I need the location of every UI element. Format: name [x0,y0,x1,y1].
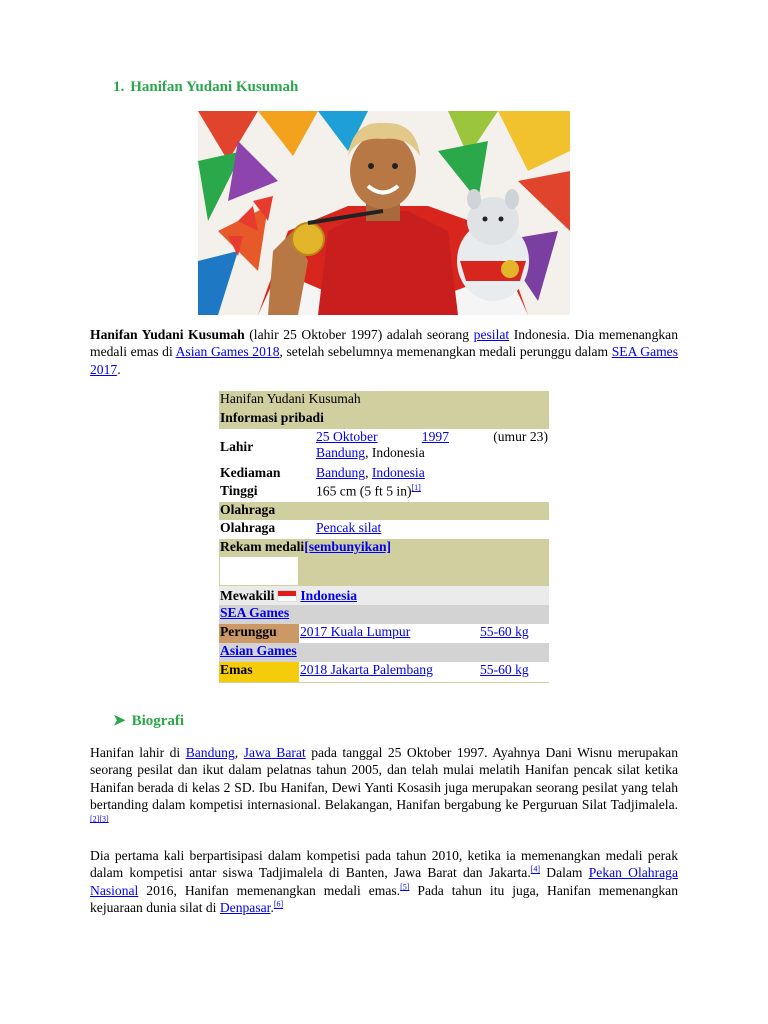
link-bandung[interactable]: Bandung [185,745,235,760]
bio-text: 2016, Hanifan memenangkan medali emas. [138,882,401,898]
biography-title: Biografi [131,713,185,729]
residence-label: Kediaman [220,465,281,480]
biography-heading [113,711,184,730]
residence-sep: , [365,465,372,480]
bronze-class-cell [479,624,549,643]
ref-2[interactable]: [2] [90,814,100,824]
link-asian-games-2018[interactable]: Asian Games 2018 [175,344,280,360]
intro-text: (lahir 25 Oktober 1997) adalah seorang [244,327,474,342]
link-sea-games[interactable]: SEA Games [220,605,290,620]
athlete-photo [198,111,570,315]
link-gold-class[interactable]: 55-60 kg [480,662,529,677]
bio-text: Pada tahun itu juga, Hanifan memenangkan kejuaraan dunia silat di [90,882,679,916]
ref-4[interactable]: [4] [530,864,541,874]
bio-text: . [270,900,274,916]
medal-record-blank [220,557,298,585]
bio-text: Dalam [540,865,589,881]
link-pekan-olahraga-nasional[interactable]: Pekan Olahraga Nasional [90,865,678,898]
link-residence-indonesia[interactable]: Indonesia [371,465,425,480]
link-bronze-class[interactable]: 55-60 kg [480,624,529,639]
born-place-rest: , Indonesia [365,445,425,460]
gold-class-cell [479,662,549,682]
link-representing-indonesia[interactable]: Indonesia [300,587,358,603]
height-text: 165 cm (5 ft 5 in) [316,483,412,499]
indonesia-flag-icon [277,590,297,602]
born-label: Lahir [220,439,254,454]
bio-text: , [234,745,244,760]
bio-text: Hanifan lahir di [90,745,186,760]
height-label: Tinggi [220,483,258,498]
heading-number: 1. [113,79,125,95]
representing-row [219,586,549,605]
born-age: (umur 23) [493,429,548,444]
gold-label: Emas [219,662,299,682]
intro-paragraph [90,326,678,378]
link-denpasar[interactable]: Denpasar [219,900,271,916]
link-bronze-event[interactable]: 2017 Kuala Lumpur [300,624,411,639]
intro-text: , setelah sebelumnya memenangkan medali perunggu dalam [279,344,612,360]
biography-paragraph-1 [90,744,678,831]
medal-record-header [219,539,549,586]
link-pencak-silat[interactable]: Pencak silat [316,520,382,535]
intro-text: . [117,361,121,377]
bronze-label: Perunggu [219,624,299,643]
section-heading [113,79,298,96]
intro-name: Hanifan Yudani Kusumah [90,327,245,342]
sea-games-row [219,605,549,624]
ref-3[interactable]: [3] [99,814,109,824]
hide-toggle-link[interactable]: [sembunyikan] [304,539,392,554]
ref-1[interactable]: [1] [411,483,421,492]
asian-games-row [219,643,549,662]
infobox [219,391,549,683]
link-jawa-barat[interactable]: Jawa Barat [243,745,306,760]
link-born-place[interactable]: Bandung [316,445,366,460]
link-residence-bandung[interactable]: Bandung [316,465,366,480]
intro-text: Indonesia. Dia memenangkan medali emas di [90,327,678,360]
representing-label: Mewakili [220,587,275,603]
arrow-bullet-icon: ➤ [113,713,126,729]
infobox-section-sport: Olahraga [220,502,276,517]
link-born-year[interactable]: 1997 [421,429,449,444]
link-born-date[interactable]: 25 Oktober [316,429,378,444]
ref-5[interactable]: [5] [400,882,410,892]
link-sea-games-2017[interactable]: SEA Games 2017 [90,344,678,377]
biography-paragraph-2 [90,847,678,917]
infobox-title: Hanifan Yudani Kusumah [220,391,361,406]
bio-text: pada tanggal 25 Oktober 1997. Ayahnya Dani Wisnu merupakan seorang pesilat dan ikut dalam pelatnas tahun 2005, dan telah mulai melatih Hanifan pencak silat ketika Hanifan berada di kelas 2 SD. Ibu Hanifan, Dewi Yanti Kosasih juga merupakan seorang pesilat yang telah bertanding dalam kompetisi internasional. Belakangan, Hanifan bergabung ke Perguruan Silat Tadjimalela. [90,745,678,813]
bio-text: Dia pertama kali berpartisipasi dalam kompetisi pada tahun 2010, ketika ia memenangkan medali perak dalam kompetisi antar siswa Tadjimalela di Banten, Jawa Barat dan Jakarta. [90,848,678,881]
link-asian-games[interactable]: Asian Games [220,643,297,658]
residence-value [299,465,549,483]
heading-title: Hanifan Yudani Kusumah [130,79,299,95]
medal-record-label: Rekam medali [220,539,305,554]
infobox-section-personal: Informasi pribadi [220,410,324,425]
sport-value [299,520,549,539]
ref-6[interactable]: [6] [273,899,284,909]
bronze-event-cell [299,624,479,643]
sport-label: Olahraga [220,520,276,535]
link-pesilat[interactable]: pesilat [473,327,510,342]
height-value [299,483,549,502]
link-gold-event[interactable]: 2018 Jakarta Palembang [300,662,433,677]
born-value [299,429,549,465]
gold-event-cell [299,662,479,682]
